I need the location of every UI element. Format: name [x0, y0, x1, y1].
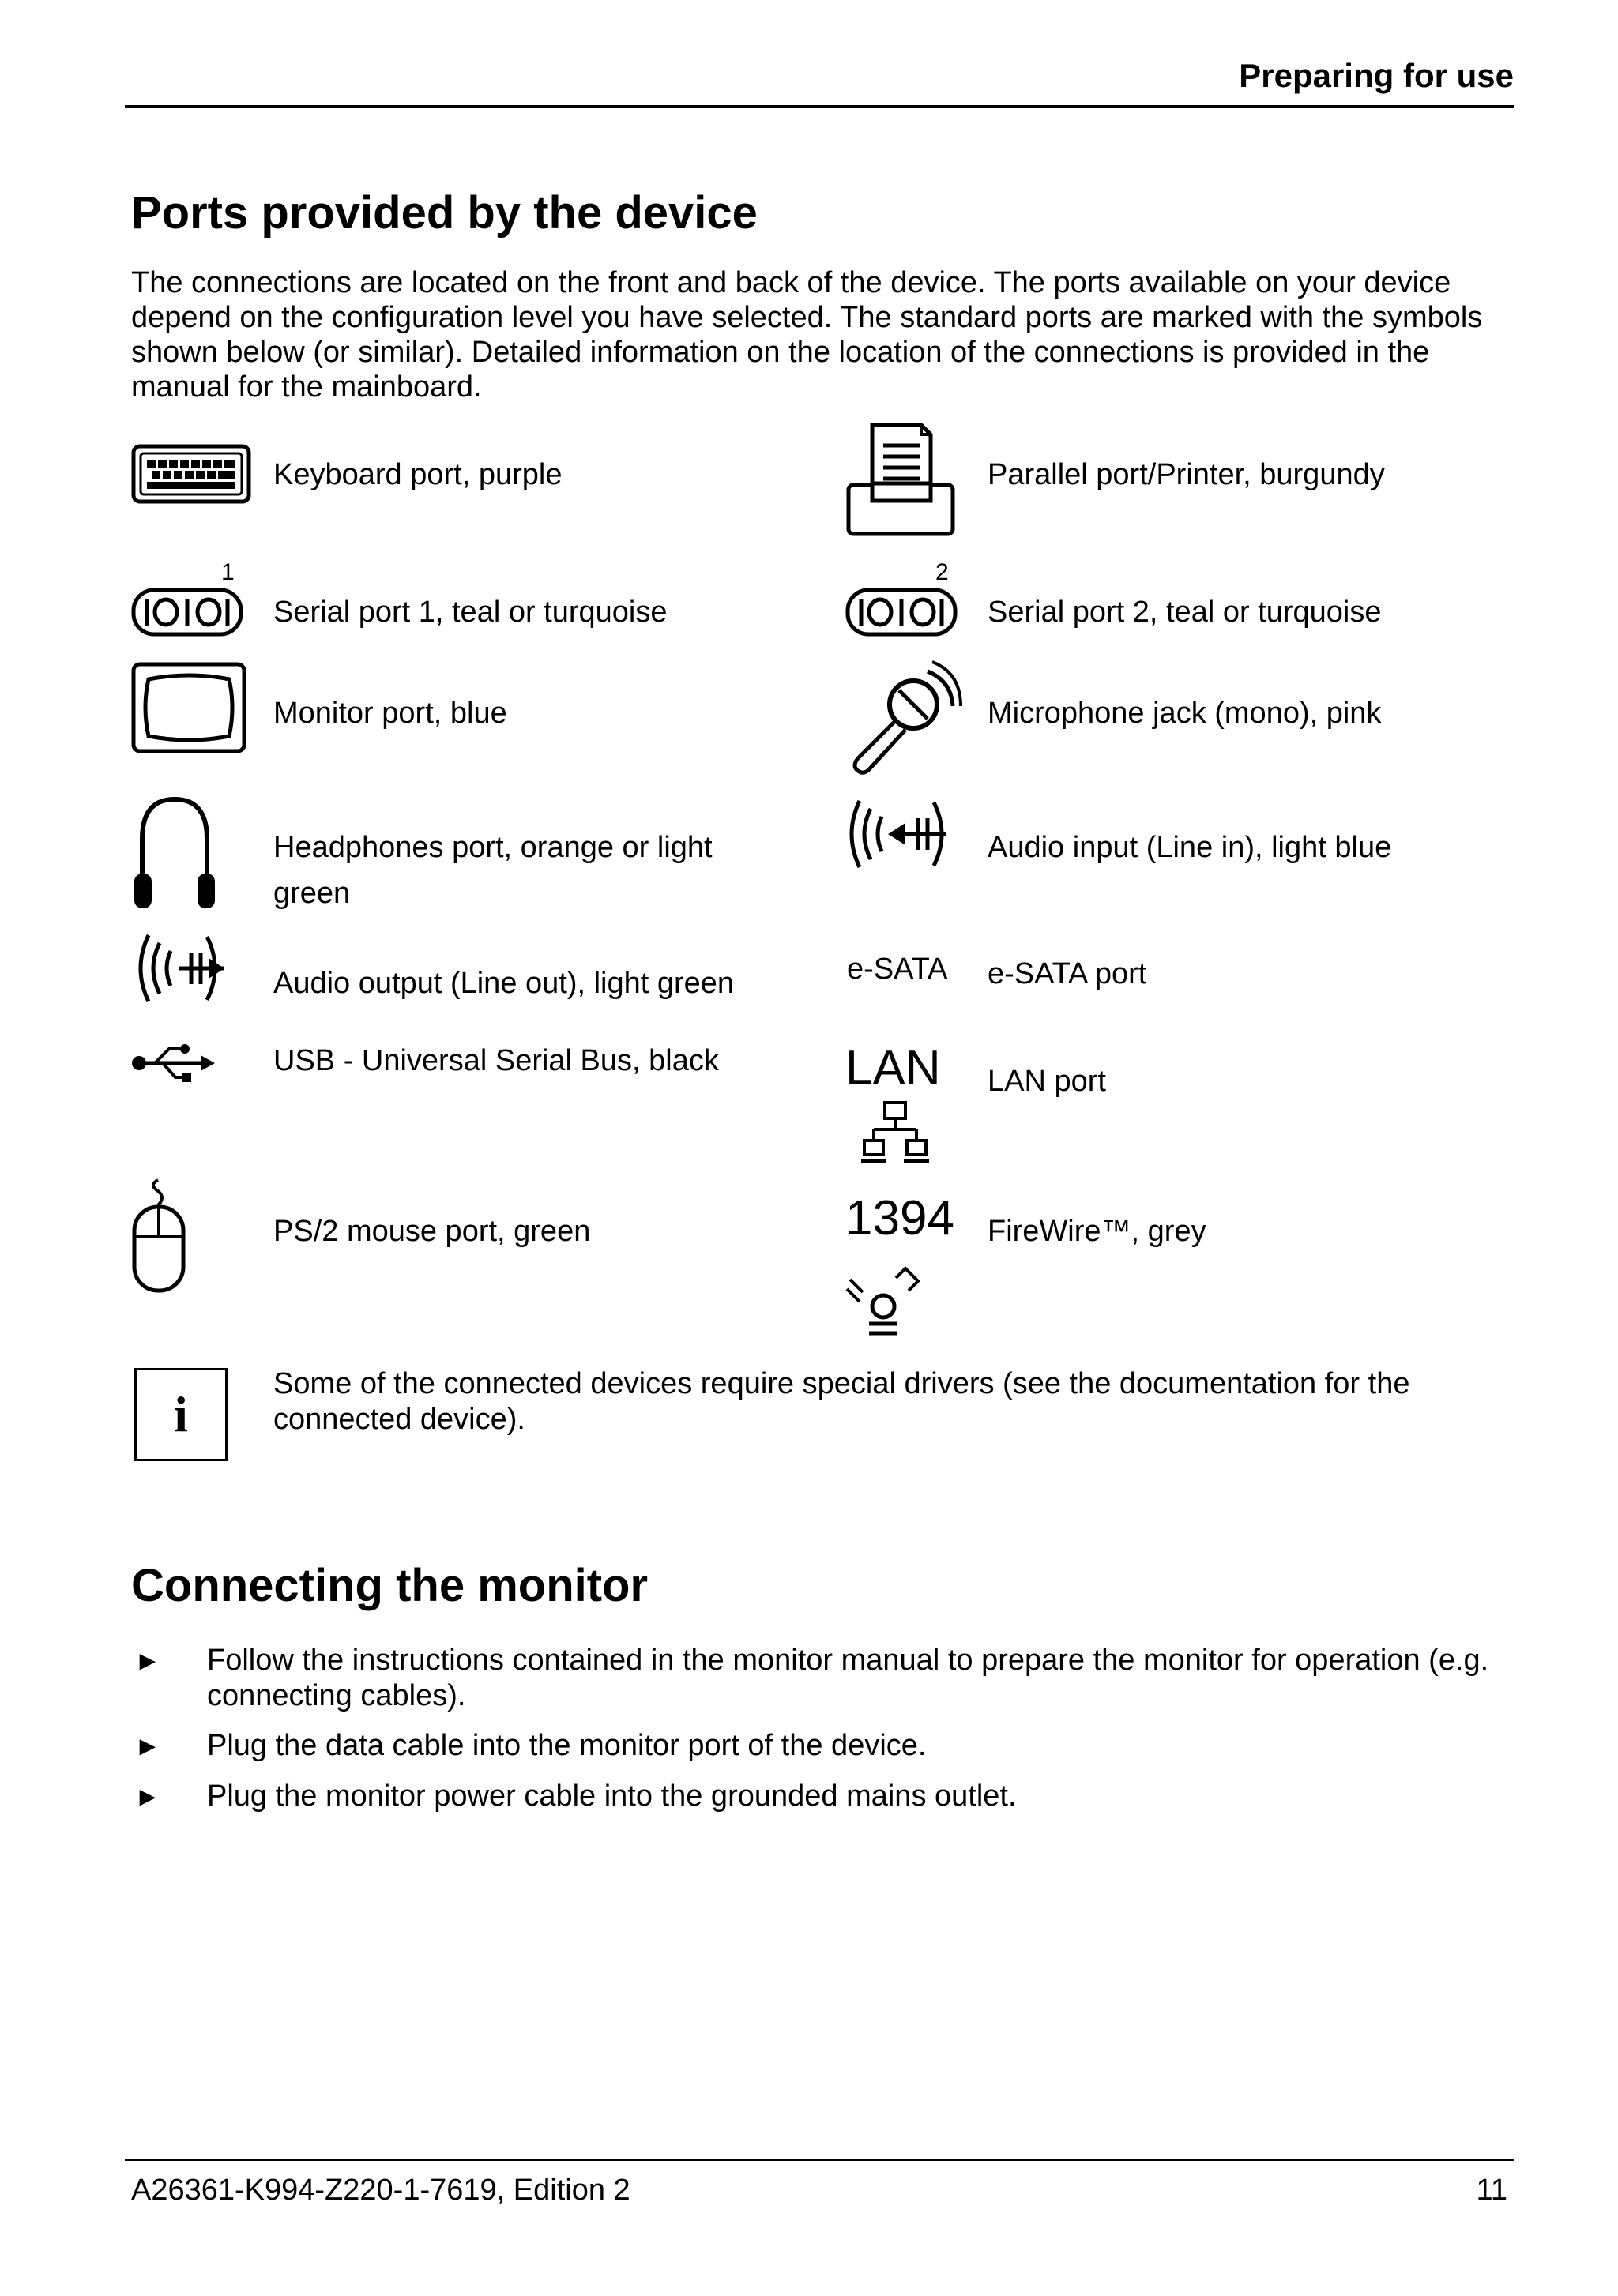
port-label-serial-1: Serial port 1, teal or turquoise — [273, 596, 668, 629]
usb-icon — [131, 1043, 216, 1087]
port-label-monitor: Monitor port, blue — [273, 697, 507, 730]
port-label-ps2-mouse: PS/2 mouse port, green — [273, 1215, 591, 1248]
port-label-headphones: Headphones port, orange or light green — [273, 831, 713, 910]
port-label-parallel: Parallel port/Printer, burgundy — [988, 458, 1385, 491]
port-label-firewire: FireWire™, grey — [988, 1215, 1206, 1248]
list-item: Follow the instructions contained in the monitor manual to prepare the monitor for operation (e.g. connecting cables). — [207, 1644, 1489, 1712]
serial-port-1-number: 1 — [221, 559, 235, 585]
port-label-line-in: Audio input (Line in), light blue — [988, 831, 1392, 864]
serial-port-icon — [845, 588, 958, 637]
printer-icon — [845, 422, 956, 539]
port-label-serial-2: Serial port 2, teal or turquoise — [988, 596, 1382, 629]
page-number: 11 — [1476, 2174, 1507, 2207]
monitor-icon — [131, 662, 246, 753]
section-title-ports: Ports provided by the device — [131, 187, 758, 239]
headphones-icon — [131, 795, 218, 911]
bullet-arrow-icon: ► — [134, 1646, 161, 1676]
port-label-lan: LAN port — [988, 1065, 1106, 1098]
list-item: Plug the monitor power cable into the grounded mains outlet. — [207, 1779, 1017, 1813]
esata-symbol: e-SATA — [847, 953, 948, 986]
bullet-arrow-icon: ► — [134, 1731, 161, 1761]
microphone-icon — [842, 659, 961, 776]
mouse-icon — [131, 1177, 186, 1295]
port-label-line-out: Audio output (Line out), light green — [273, 967, 735, 1000]
port-label-microphone: Microphone jack (mono), pink — [988, 697, 1382, 730]
info-icon: i — [134, 1368, 228, 1461]
lan-symbol: LAN — [845, 1041, 941, 1095]
document-id: A26361-K994-Z220-1-7619, Edition 2 — [131, 2174, 630, 2207]
bullet-arrow-icon: ► — [134, 1782, 161, 1812]
port-label-usb: USB - Universal Serial Bus, black — [273, 1044, 719, 1077]
header-rule — [125, 105, 1514, 108]
line-in-icon — [842, 795, 950, 874]
network-icon — [861, 1099, 929, 1164]
footer-rule — [125, 2159, 1514, 2161]
intro-paragraph: The connections are located on the front and back of the device. The ports available on your device depend on the configuration level you have selected. The standard ports are marked with the symbols shown below (or similar). Detailed information on the location of the connections is provided in the manual for the mainboard. — [131, 266, 1483, 404]
serial-port-2-number: 2 — [935, 559, 949, 585]
serial-port-icon — [131, 588, 243, 637]
line-out-icon — [131, 929, 226, 1008]
section-title-monitor: Connecting the monitor — [131, 1560, 649, 1611]
firewire-symbol: 1394 — [845, 1191, 954, 1246]
keyboard-icon — [131, 444, 251, 504]
list-item: Plug the data cable into the monitor port of the device. — [207, 1729, 927, 1762]
port-label-esata: e-SATA port — [988, 957, 1147, 990]
firewire-icon — [845, 1268, 921, 1340]
running-header: Preparing for use — [1239, 57, 1514, 94]
port-label-keyboard: Keyboard port, purple — [273, 458, 563, 491]
info-note: Some of the connected devices require special drivers (see the documentation for the connected device). — [273, 1367, 1410, 1436]
